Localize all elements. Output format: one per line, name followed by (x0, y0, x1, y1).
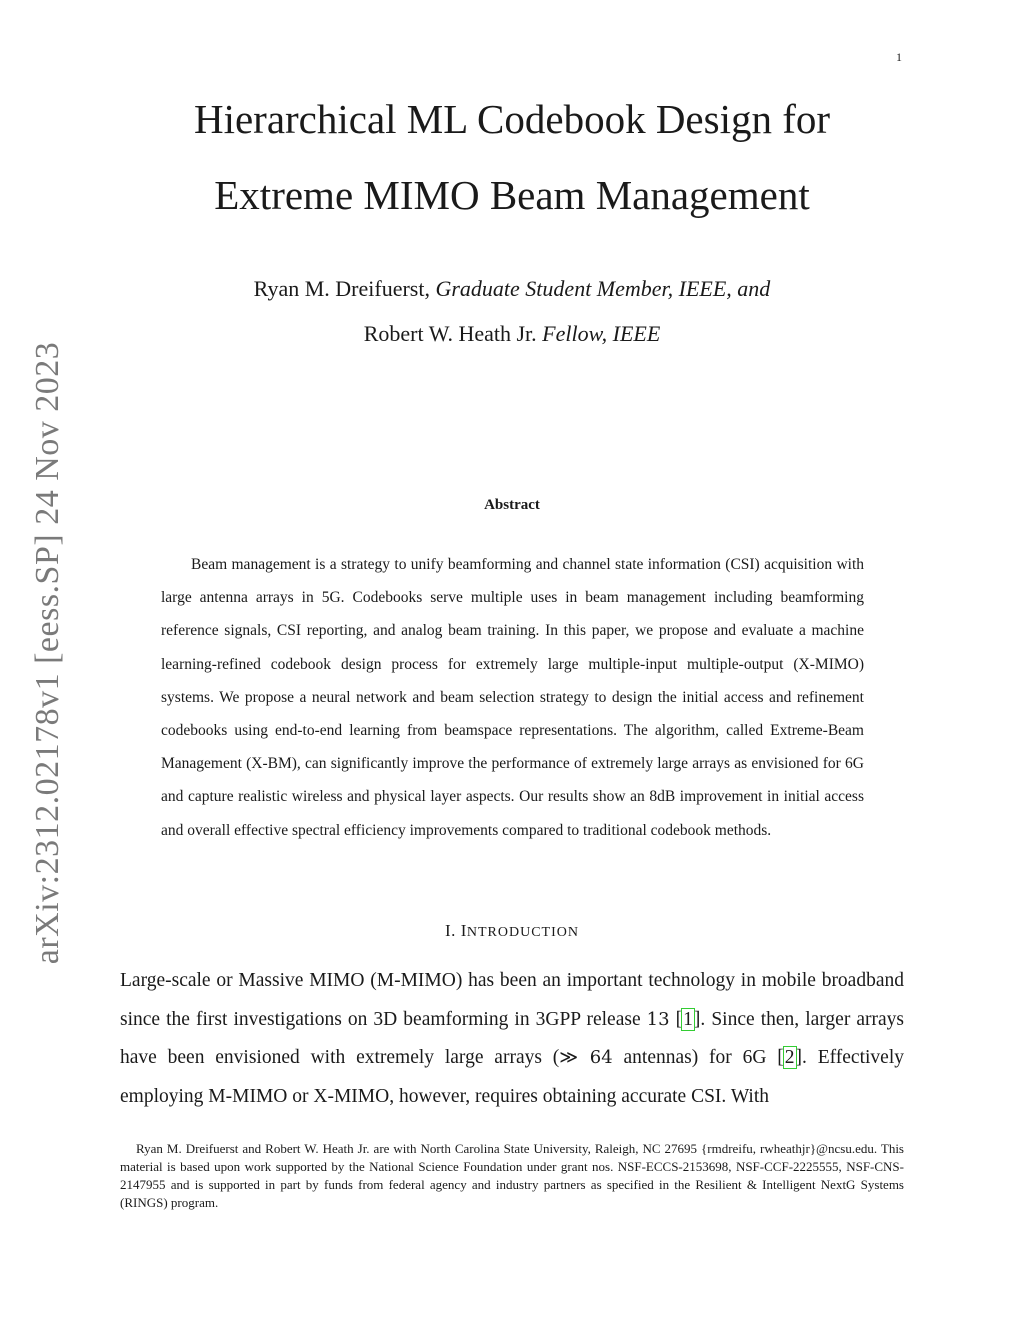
introduction-paragraph (120, 962, 904, 1116)
author-1-role: Graduate Student Member, IEEE, and (435, 276, 771, 301)
abstract-body: Beam management is a strategy to unify beamforming and channel state information (CSI) acquisition with large antenna arrays in 5G. Codebooks serve multiple uses in beam management including beamforming reference signals, CSI reporting, and analog beam training. In this paper, we propose and evaluate a machine learning-refined codebook design process for extremely large multiple-input multiple-output (X-MIMO) systems. We propose a neural network and beam selection strategy to design the initial access and refinement codebooks using end-to-end learning from beamspace representations. The algorithm, called Extreme-Beam Management (X-BM), can significantly improve the performance of extremely large arrays as envisioned for 6G and capture realistic wireless and physical layer aspects. Our results show an 8dB improvement in initial access and overall effective spectral efficiency improvements compared to traditional codebook methods. (161, 556, 864, 839)
release-number: 13 (646, 1008, 670, 1030)
intro-text-part-5: ]. Effectively employing M-MIMO or X-MIMO, however, requires obtaining accurate CSI. With (120, 1047, 904, 1107)
paper-title-line-2: Extreme MIMO Beam Management (214, 172, 810, 218)
math-much-greater-64: ≫ 64 (559, 1047, 613, 1068)
section-heading-rest: NTRODUCTION (466, 925, 579, 940)
section-heading-introduction (0, 921, 1024, 941)
abstract-heading: Abstract (484, 497, 540, 513)
author-line-2 (0, 321, 1024, 347)
author-2-role: Fellow, IEEE (542, 321, 661, 346)
paper-title-line-1: Hierarchical ML Codebook Design for (193, 96, 831, 142)
intro-text-part-2: [ (669, 1008, 683, 1030)
intro-text-part-3: ]. Since then, larger arrays have been envisioned with extremely large arrays ( (120, 1008, 905, 1068)
arxiv-identifier-stamp[interactable]: arXiv:2312.02178v1 [eess.SP] 24 Nov 2023 (29, 341, 66, 965)
author-line-1 (0, 276, 1024, 302)
citation-link-2[interactable]: 2 (784, 1047, 795, 1068)
section-number: I. (445, 921, 461, 940)
intro-text-part-4: antennas) for 6G [ (612, 1047, 784, 1068)
author-1-name: Ryan M. Dreifuerst, (253, 276, 436, 301)
section-heading-initial: I (460, 921, 467, 940)
author-2-name: Robert W. Heath Jr. (363, 321, 543, 346)
page-number: 1 (896, 50, 902, 64)
citation-link-1[interactable]: 1 (683, 1008, 693, 1030)
author-affiliation-footnote: Ryan M. Dreifuerst and Robert W. Heath Jr. are with North Carolina State University, Raleigh, NC 27695 {rmdreifu, rwheathjr}@ncsu.edu. This material is based upon work supported by the National Science Foundation under grant nos. NSF-ECCS-2153698, NSF-CCF-2225555, NSF-CNS-2147955 and is supported in part by funds from federal agency and industry partners as specified in the Resilient & Intelligent NextG Systems (RINGS) program. (120, 1141, 904, 1210)
intro-text-part-1: Large-scale or Massive MIMO (M-MIMO) has been an important technology in mobile broadband since the first investigations on 3D beamforming in 3GPP release (120, 970, 904, 1030)
